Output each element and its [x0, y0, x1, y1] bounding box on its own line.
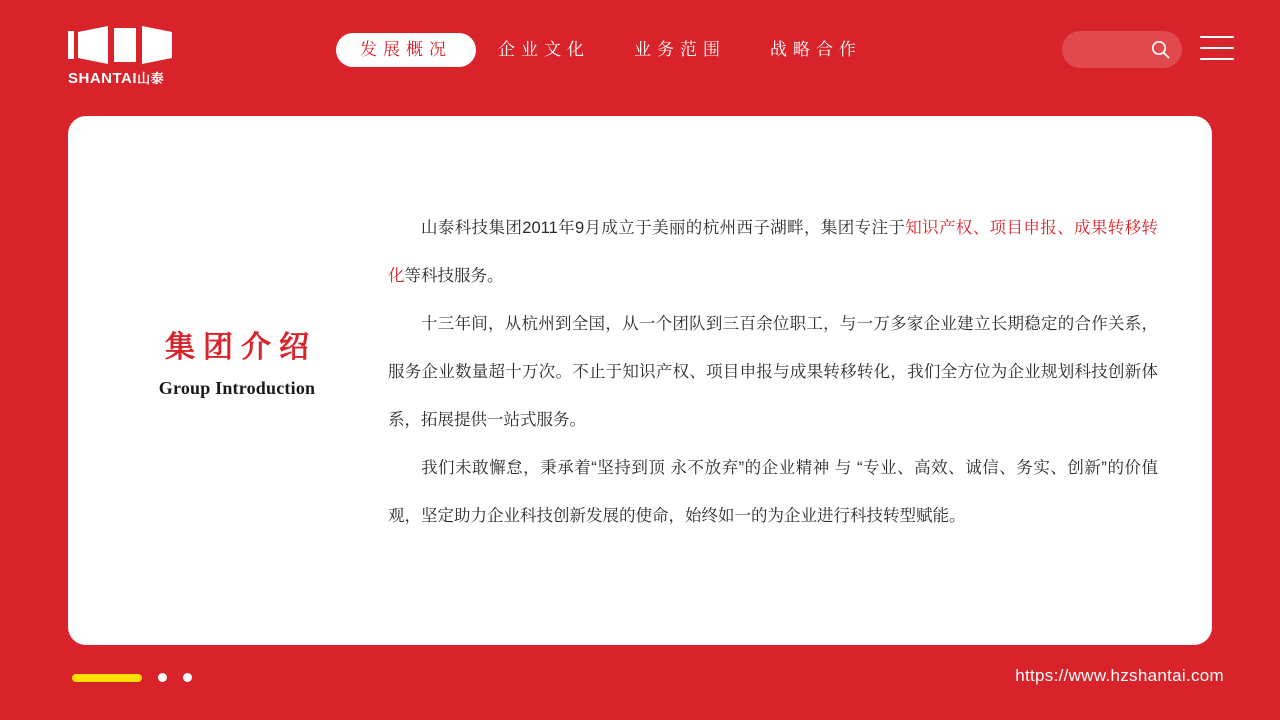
paragraph-1-part-2: 等科技服务。: [404, 267, 504, 285]
pagination-dot-2[interactable]: [158, 673, 167, 682]
content-card: [68, 116, 1212, 645]
section-title-en: Group Introduction: [158, 378, 316, 398]
pagination-dot-3[interactable]: [183, 673, 192, 682]
paragraph-1-highlight: 知识产权、项目申报、成果转移转化: [388, 219, 1158, 285]
search-input[interactable]: [1062, 31, 1182, 68]
paragraph-1-part-1: 山泰科技集团2011年9月成立于美丽的杭州西子湖畔，集团专注于: [421, 219, 906, 237]
main-navigation: [336, 33, 884, 67]
nav-item-development-overview[interactable]: 发展概况: [336, 33, 476, 67]
section-title-cn: 集团介绍: [165, 331, 317, 364]
site-footer: [0, 645, 1280, 720]
paragraph-1: [388, 204, 1158, 300]
site-url: https://www.hzshantai.com: [1015, 666, 1224, 685]
logo-text-cn: 山泰: [137, 71, 165, 86]
nav-item-corporate-culture[interactable]: 企业文化: [498, 40, 590, 59]
paragraph-2: 十三年间，从杭州到全国，从一个团队到三百余位职工，与一万多家企业建立长期稳定的合作关系，服务企业数量超十万次。不止于知识产权、项目申报与成果转移转化，我们全方位为企业规划科技创新体系，拓展提供一站式服务。: [388, 315, 1158, 429]
logo-text-en: SHANTAI: [68, 70, 138, 87]
logo-text: [68, 68, 178, 87]
pagination-active-indicator[interactable]: [72, 674, 142, 682]
shantai-logo-icon: [68, 26, 172, 64]
search-icon[interactable]: [1151, 40, 1170, 59]
section-title: [122, 322, 352, 399]
introduction-text: [388, 204, 1158, 540]
nav-item-strategic-cooperation[interactable]: 战略合作: [770, 40, 862, 59]
logo[interactable]: [68, 26, 178, 87]
nav-item-business-scope[interactable]: 业务范围: [634, 40, 726, 59]
site-header: [0, 0, 1280, 100]
paragraph-3: 我们未敢懈怠，秉承着“坚持到顶 永不放弃”的企业精神 与 “专业、高效、诚信、务实、创新”的价值观，坚定助力企业科技创新发展的使命，始终如一的为企业进行科技转型赋能。: [388, 459, 1158, 525]
carousel-pagination: [72, 673, 192, 682]
hamburger-menu-icon[interactable]: [1200, 36, 1234, 62]
